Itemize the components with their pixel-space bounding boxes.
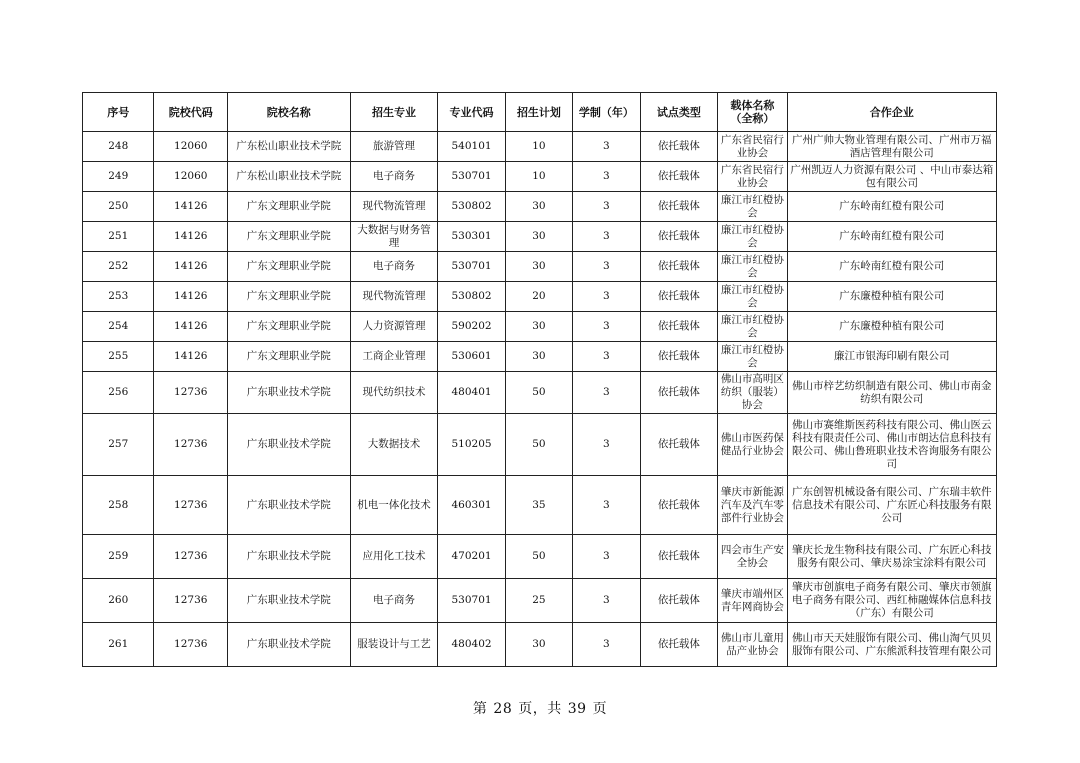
cell-pilot-type: 依托载体 xyxy=(640,372,718,414)
cell-partner-companies: 广东岭南红橙有限公司 xyxy=(787,252,996,282)
cell-partner-companies: 肇庆市创旗电子商务有限公司、肇庆市领旗电子商务有限公司、西红柿融媒体信息科技（广东）有限公司 xyxy=(787,579,996,623)
cell-major: 旅游管理 xyxy=(350,132,438,162)
cell-seq: 261 xyxy=(83,623,154,667)
cell-seq: 256 xyxy=(83,372,154,414)
cell-pilot-type: 依托载体 xyxy=(640,252,718,282)
cell-carrier-name: 肇庆市新能源汽车及汽车零部件行业协会 xyxy=(718,476,787,535)
cell-seq: 260 xyxy=(83,579,154,623)
cell-school-name: 广东文理职业学院 xyxy=(228,282,351,312)
cell-school-name: 广东职业技术学院 xyxy=(228,372,351,414)
header-school-code: 院校代码 xyxy=(154,93,228,132)
footer-current-page: 28 xyxy=(493,701,513,717)
cell-school-name: 广东文理职业学院 xyxy=(228,312,351,342)
header-major: 招生专业 xyxy=(350,93,438,132)
cell-seq: 250 xyxy=(83,192,154,222)
header-enrollment-plan: 招生计划 xyxy=(505,93,572,132)
cell-school-code: 14126 xyxy=(154,312,228,342)
cell-carrier-name: 廉江市红橙协会 xyxy=(718,282,787,312)
cell-school-code: 14126 xyxy=(154,282,228,312)
cell-partner-companies: 佛山市梓艺纺织制造有限公司、佛山市南金纺织有限公司 xyxy=(787,372,996,414)
cell-major: 机电一体化技术 xyxy=(350,476,438,535)
cell-major-code: 460301 xyxy=(438,476,505,535)
cell-school-name: 广东松山职业技术学院 xyxy=(228,132,351,162)
cell-duration: 3 xyxy=(573,414,640,476)
table-body xyxy=(83,132,997,667)
cell-school-code: 12736 xyxy=(154,476,228,535)
cell-school-name: 广东文理职业学院 xyxy=(228,342,351,372)
header-row xyxy=(83,93,997,132)
cell-major-code: 480401 xyxy=(438,372,505,414)
cell-major: 电子商务 xyxy=(350,579,438,623)
cell-duration: 3 xyxy=(573,476,640,535)
cell-duration: 3 xyxy=(573,192,640,222)
cell-duration: 3 xyxy=(573,132,640,162)
cell-partner-companies: 广东岭南红橙有限公司 xyxy=(787,192,996,222)
cell-school-code: 14126 xyxy=(154,252,228,282)
cell-partner-companies: 广州凯迈人力资源有限公司 、中山市泰达箱包有限公司 xyxy=(787,162,996,192)
table-row xyxy=(83,312,997,342)
cell-major: 现代纺织技术 xyxy=(350,372,438,414)
cell-enrollment-plan: 50 xyxy=(505,535,572,579)
cell-major-code: 530701 xyxy=(438,252,505,282)
cell-carrier-name: 廉江市红橙协会 xyxy=(718,312,787,342)
cell-partner-companies: 佛山市天天娃服饰有限公司、佛山淘气贝贝服饰有限公司、广东熊派科技管理有限公司 xyxy=(787,623,996,667)
cell-duration: 3 xyxy=(573,282,640,312)
cell-major-code: 530802 xyxy=(438,282,505,312)
header-carrier-name: 载体名称（全称） xyxy=(718,93,787,132)
cell-carrier-name: 廉江市红橙协会 xyxy=(718,342,787,372)
cell-carrier-name: 廉江市红橙协会 xyxy=(718,252,787,282)
cell-major: 应用化工技术 xyxy=(350,535,438,579)
cell-duration: 3 xyxy=(573,342,640,372)
table-row xyxy=(83,414,997,476)
cell-duration: 3 xyxy=(573,162,640,192)
cell-partner-companies: 肇庆长龙生物科技有限公司、广东匠心科技服务有限公司、肇庆易涂宝涂料有限公司 xyxy=(787,535,996,579)
header-partner-companies: 合作企业 xyxy=(787,93,996,132)
enrollment-table xyxy=(82,92,997,667)
header-school-name: 院校名称 xyxy=(228,93,351,132)
page-footer xyxy=(0,698,1080,718)
cell-major: 电子商务 xyxy=(350,162,438,192)
cell-carrier-name: 四会市生产安全协会 xyxy=(718,535,787,579)
cell-seq: 251 xyxy=(83,222,154,252)
cell-major-code: 530601 xyxy=(438,342,505,372)
cell-major-code: 530701 xyxy=(438,579,505,623)
cell-enrollment-plan: 35 xyxy=(505,476,572,535)
cell-pilot-type: 依托载体 xyxy=(640,414,718,476)
cell-carrier-name: 广东省民宿行业协会 xyxy=(718,132,787,162)
cell-school-name: 广东松山职业技术学院 xyxy=(228,162,351,192)
cell-enrollment-plan: 50 xyxy=(505,372,572,414)
cell-carrier-name: 佛山市高明区纺织（服装）协会 xyxy=(718,372,787,414)
cell-pilot-type: 依托载体 xyxy=(640,476,718,535)
cell-school-name: 广东文理职业学院 xyxy=(228,222,351,252)
cell-school-name: 广东文理职业学院 xyxy=(228,252,351,282)
table-row xyxy=(83,623,997,667)
footer-total-pages: 39 xyxy=(567,701,587,717)
cell-enrollment-plan: 25 xyxy=(505,579,572,623)
cell-seq: 255 xyxy=(83,342,154,372)
cell-partner-companies: 广东廉橙种植有限公司 xyxy=(787,312,996,342)
cell-duration: 3 xyxy=(573,372,640,414)
cell-pilot-type: 依托载体 xyxy=(640,535,718,579)
cell-partner-companies: 廉江市银海印刷有限公司 xyxy=(787,342,996,372)
cell-school-code: 12736 xyxy=(154,535,228,579)
cell-partner-companies: 广州广帅大物业管理有限公司、广州市万福酒店管理有限公司 xyxy=(787,132,996,162)
cell-enrollment-plan: 30 xyxy=(505,222,572,252)
cell-pilot-type: 依托载体 xyxy=(640,282,718,312)
cell-carrier-name: 肇庆市端州区青年网商协会 xyxy=(718,579,787,623)
table-row xyxy=(83,252,997,282)
cell-duration: 3 xyxy=(573,579,640,623)
cell-pilot-type: 依托载体 xyxy=(640,579,718,623)
cell-carrier-name: 佛山市医药保健品行业协会 xyxy=(718,414,787,476)
cell-school-name: 广东职业技术学院 xyxy=(228,476,351,535)
cell-major: 服装设计与工艺 xyxy=(350,623,438,667)
cell-enrollment-plan: 30 xyxy=(505,342,572,372)
cell-school-code: 12736 xyxy=(154,414,228,476)
cell-duration: 3 xyxy=(573,312,640,342)
cell-enrollment-plan: 10 xyxy=(505,162,572,192)
cell-partner-companies: 广东岭南红橙有限公司 xyxy=(787,222,996,252)
cell-school-code: 14126 xyxy=(154,192,228,222)
cell-major-code: 530802 xyxy=(438,192,505,222)
header-pilot-type: 试点类型 xyxy=(640,93,718,132)
header-seq: 序号 xyxy=(83,93,154,132)
cell-duration: 3 xyxy=(573,535,640,579)
cell-seq: 257 xyxy=(83,414,154,476)
cell-seq: 253 xyxy=(83,282,154,312)
cell-school-code: 12736 xyxy=(154,372,228,414)
cell-major: 工商企业管理 xyxy=(350,342,438,372)
cell-pilot-type: 依托载体 xyxy=(640,132,718,162)
table-row xyxy=(83,342,997,372)
cell-seq: 248 xyxy=(83,132,154,162)
cell-major-code: 470201 xyxy=(438,535,505,579)
cell-enrollment-plan: 50 xyxy=(505,414,572,476)
cell-pilot-type: 依托载体 xyxy=(640,222,718,252)
footer-suffix: 页 xyxy=(592,701,608,717)
cell-duration: 3 xyxy=(573,623,640,667)
cell-seq: 254 xyxy=(83,312,154,342)
cell-school-code: 12736 xyxy=(154,623,228,667)
cell-major-code: 590202 xyxy=(438,312,505,342)
cell-partner-companies: 佛山市赛维斯医药科技有限公司、佛山医云科技有限责任公司、佛山市朗达信息科技有限公司、佛山鲁班职业技术咨询服务有限公司 xyxy=(787,414,996,476)
table-row xyxy=(83,476,997,535)
cell-major: 现代物流管理 xyxy=(350,282,438,312)
table-row xyxy=(83,535,997,579)
cell-major-code: 480402 xyxy=(438,623,505,667)
cell-pilot-type: 依托载体 xyxy=(640,623,718,667)
cell-major-code: 530701 xyxy=(438,162,505,192)
footer-middle: 页，共 xyxy=(518,701,562,717)
cell-partner-companies: 广东创智机械设备有限公司、广东瑞丰软件信息技术有限公司、广东匠心科技服务有限公司 xyxy=(787,476,996,535)
table-row xyxy=(83,162,997,192)
cell-enrollment-plan: 20 xyxy=(505,282,572,312)
cell-seq: 258 xyxy=(83,476,154,535)
cell-school-code: 12060 xyxy=(154,162,228,192)
cell-major-code: 530301 xyxy=(438,222,505,252)
cell-enrollment-plan: 10 xyxy=(505,132,572,162)
cell-major-code: 510205 xyxy=(438,414,505,476)
cell-major: 大数据与财务管理 xyxy=(350,222,438,252)
cell-school-name: 广东职业技术学院 xyxy=(228,535,351,579)
cell-major: 电子商务 xyxy=(350,252,438,282)
cell-school-name: 广东职业技术学院 xyxy=(228,579,351,623)
table-row xyxy=(83,192,997,222)
cell-school-code: 14126 xyxy=(154,342,228,372)
cell-pilot-type: 依托载体 xyxy=(640,162,718,192)
table-row xyxy=(83,372,997,414)
cell-major: 大数据技术 xyxy=(350,414,438,476)
table-row xyxy=(83,222,997,252)
cell-school-code: 12736 xyxy=(154,579,228,623)
cell-carrier-name: 廉江市红橙协会 xyxy=(718,192,787,222)
cell-carrier-name: 广东省民宿行业协会 xyxy=(718,162,787,192)
footer-prefix: 第 xyxy=(472,701,488,717)
cell-seq: 252 xyxy=(83,252,154,282)
cell-enrollment-plan: 30 xyxy=(505,252,572,282)
cell-seq: 249 xyxy=(83,162,154,192)
cell-carrier-name: 廉江市红橙协会 xyxy=(718,222,787,252)
cell-enrollment-plan: 30 xyxy=(505,192,572,222)
cell-enrollment-plan: 30 xyxy=(505,312,572,342)
cell-school-code: 14126 xyxy=(154,222,228,252)
cell-seq: 259 xyxy=(83,535,154,579)
cell-major: 现代物流管理 xyxy=(350,192,438,222)
header-major-code: 专业代码 xyxy=(438,93,505,132)
cell-pilot-type: 依托载体 xyxy=(640,192,718,222)
cell-partner-companies: 广东廉橙种植有限公司 xyxy=(787,282,996,312)
cell-pilot-type: 依托载体 xyxy=(640,312,718,342)
document-page xyxy=(82,92,997,667)
table-row xyxy=(83,132,997,162)
table-row xyxy=(83,579,997,623)
cell-duration: 3 xyxy=(573,222,640,252)
cell-major: 人力资源管理 xyxy=(350,312,438,342)
cell-school-name: 广东职业技术学院 xyxy=(228,414,351,476)
cell-school-name: 广东职业技术学院 xyxy=(228,623,351,667)
cell-duration: 3 xyxy=(573,252,640,282)
table-row xyxy=(83,282,997,312)
cell-carrier-name: 佛山市儿童用品产业协会 xyxy=(718,623,787,667)
cell-major-code: 540101 xyxy=(438,132,505,162)
cell-enrollment-plan: 30 xyxy=(505,623,572,667)
cell-school-code: 12060 xyxy=(154,132,228,162)
cell-pilot-type: 依托载体 xyxy=(640,342,718,372)
header-duration: 学制（年） xyxy=(573,93,640,132)
cell-school-name: 广东文理职业学院 xyxy=(228,192,351,222)
